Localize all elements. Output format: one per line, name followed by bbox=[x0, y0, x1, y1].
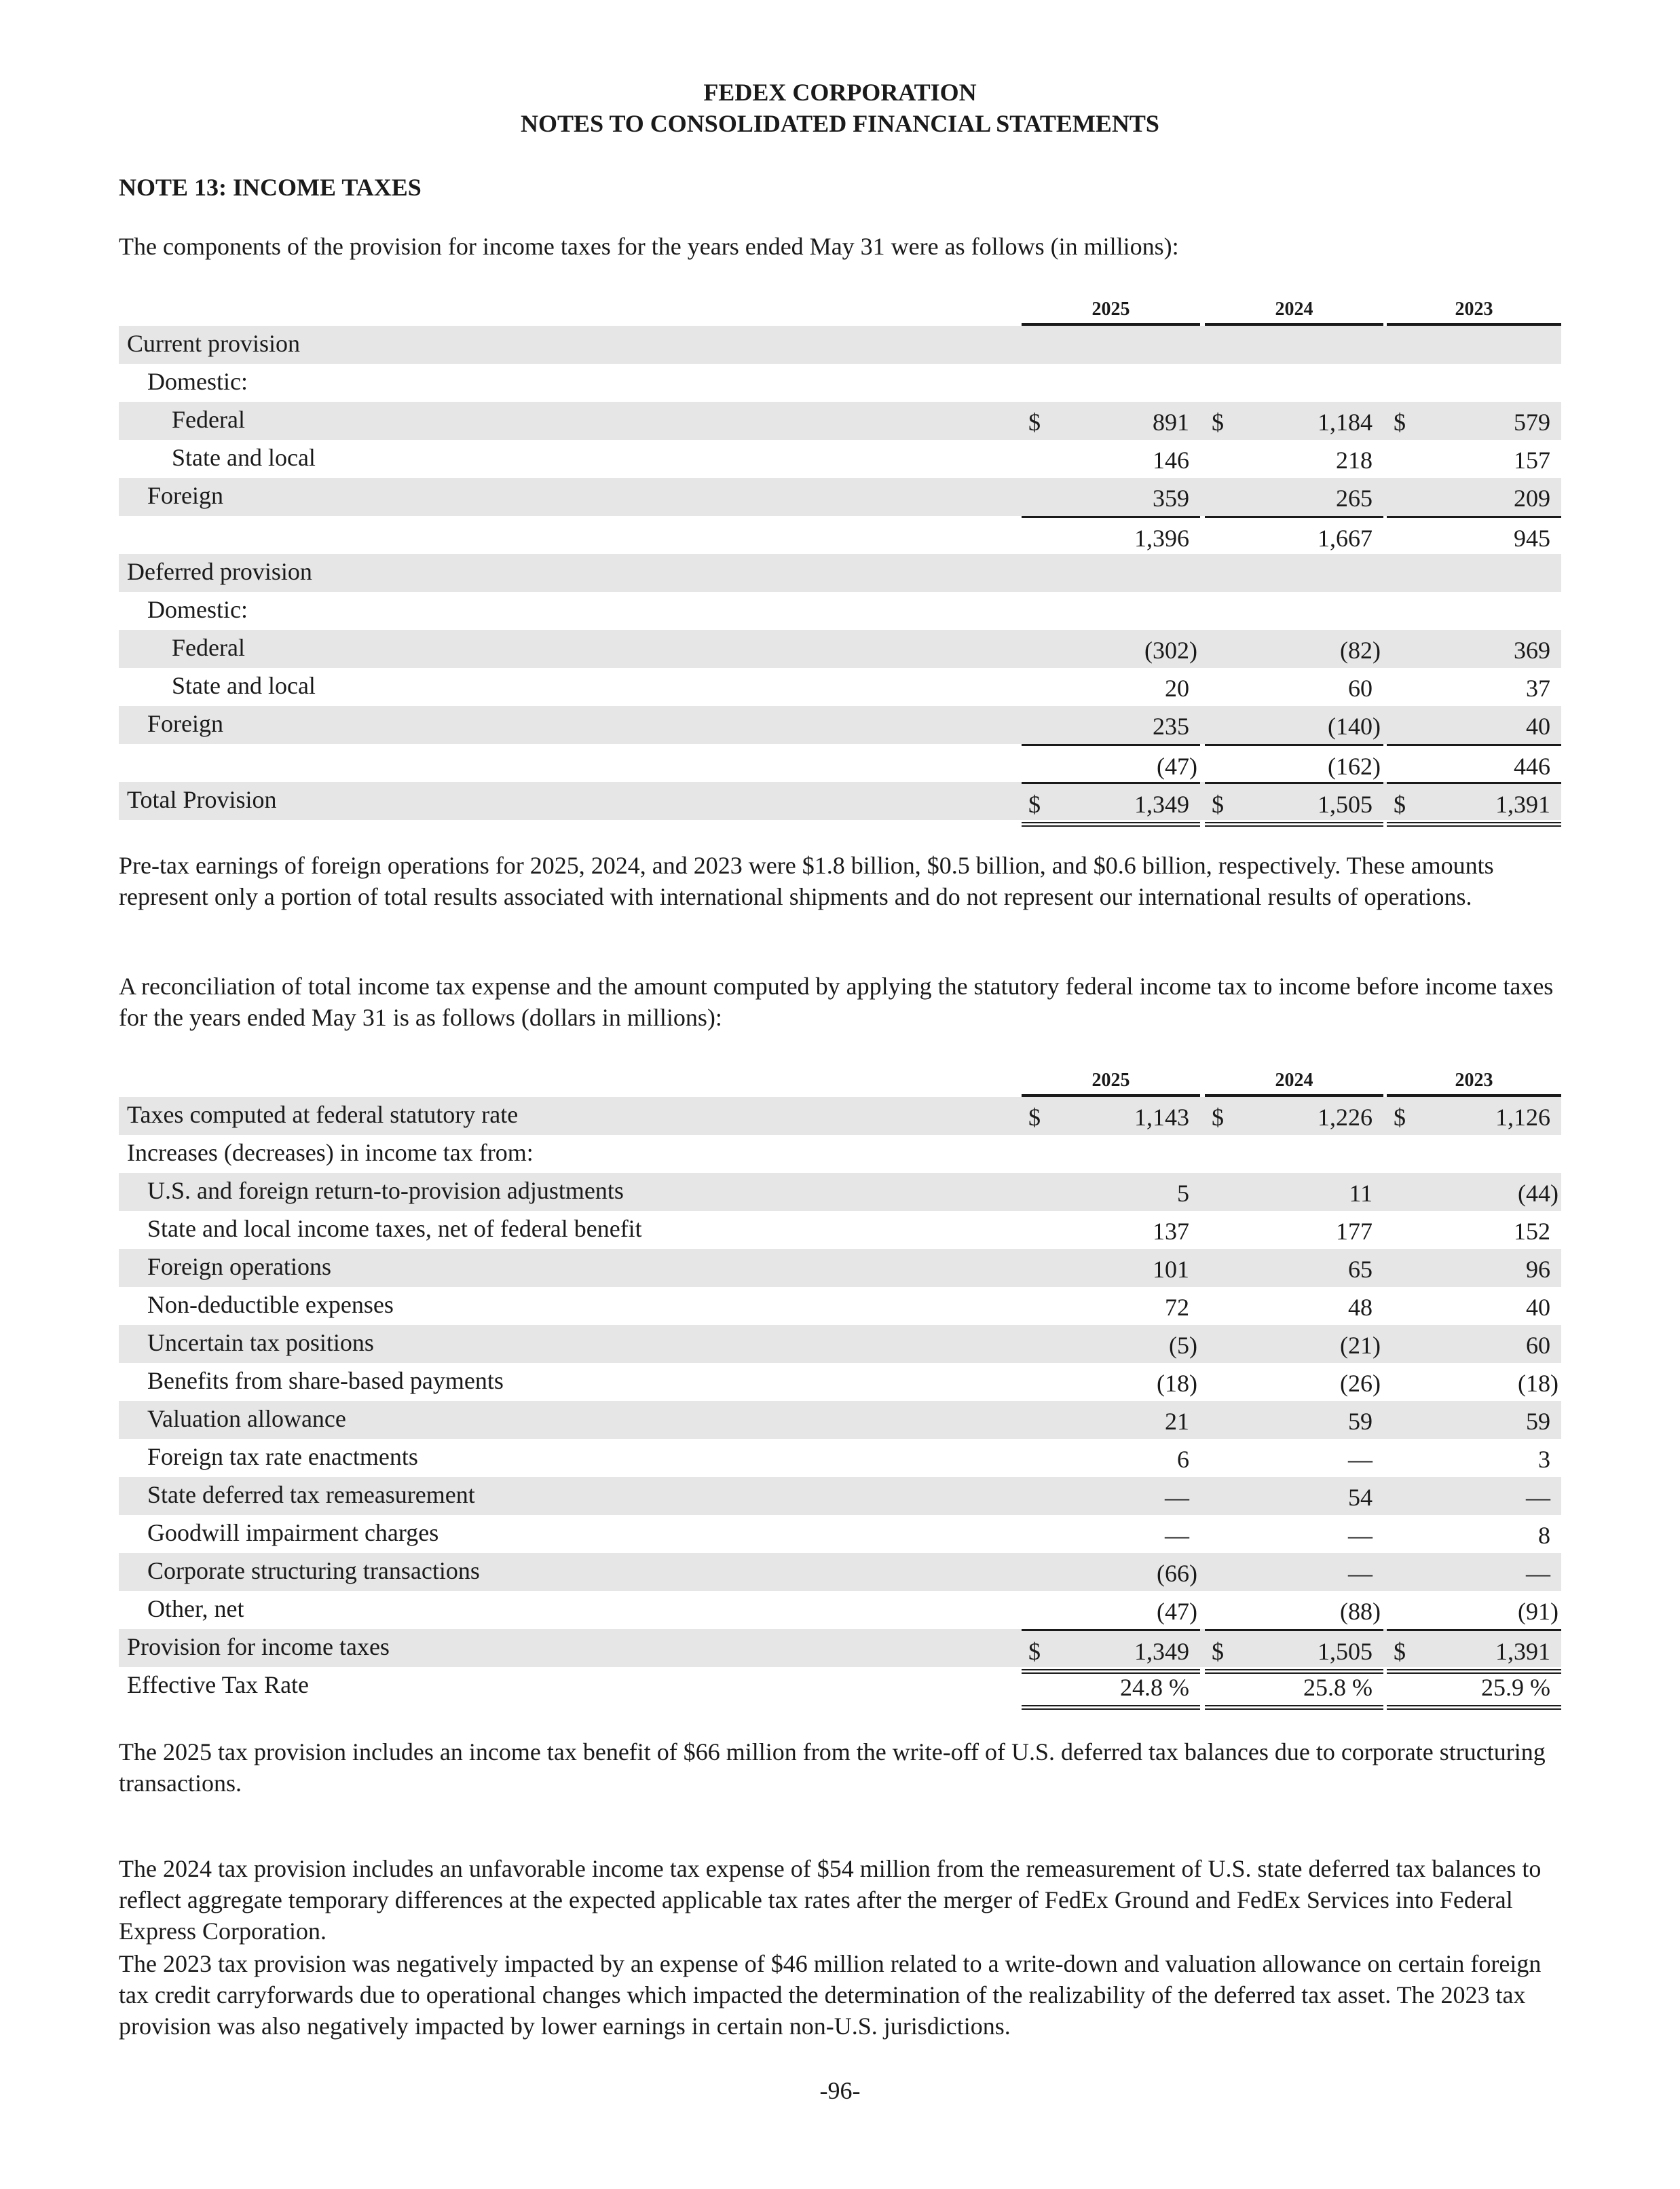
cell-value: 20 bbox=[1165, 675, 1189, 702]
year-header-2023: 2023 bbox=[1387, 1070, 1561, 1097]
cell-value: 945 bbox=[1514, 525, 1550, 552]
value-cell-2024 bbox=[1205, 516, 1383, 556]
table-row bbox=[119, 1401, 1561, 1439]
cell-value: 96 bbox=[1526, 1256, 1550, 1283]
cell-value: 1,391 bbox=[1495, 791, 1550, 818]
note-2024-paragraph: The 2024 tax provision includes an unfavorable income tax expense of $54 million from the remeasurement of U.S. state deferred tax balances to reflect aggregate temporary differences at the expected applicable tax rates after the merger of FedEx Ground and FedEx Services into Federal Express Corporation. bbox=[119, 1855, 1542, 1945]
cell-value: 1,126 bbox=[1495, 1104, 1550, 1131]
value-cell-2023 bbox=[1387, 1173, 1561, 1211]
cell-value: 359 bbox=[1153, 485, 1189, 512]
cell-value: 11 bbox=[1349, 1180, 1373, 1207]
value-cell-2024 bbox=[1205, 402, 1383, 440]
cell-value: 1,667 bbox=[1318, 525, 1373, 552]
value-cell-2023 bbox=[1387, 668, 1561, 706]
cell-value: 157 bbox=[1514, 447, 1550, 474]
cell-value: 1,505 bbox=[1318, 1638, 1373, 1665]
table-row bbox=[119, 440, 1561, 478]
cell-value: — bbox=[1348, 1560, 1373, 1587]
cell-value: 25.9 % bbox=[1481, 1674, 1550, 1701]
cell-value: (18) bbox=[1518, 1370, 1558, 1397]
cell-value: 146 bbox=[1153, 447, 1189, 474]
table-row bbox=[119, 1249, 1561, 1287]
row-label: Other, net bbox=[147, 1595, 244, 1622]
row-label: Increases (decreases) in income tax from: bbox=[127, 1139, 534, 1166]
cell-value: 177 bbox=[1336, 1218, 1373, 1245]
currency-symbol: $ bbox=[1394, 791, 1406, 818]
cell-value: (140) bbox=[1328, 713, 1381, 740]
currency-symbol: $ bbox=[1028, 1104, 1041, 1131]
cell-value: 369 bbox=[1514, 637, 1550, 664]
currency-symbol: $ bbox=[1028, 791, 1041, 818]
value-cell-2025 bbox=[1022, 1667, 1200, 1710]
currency-symbol: $ bbox=[1028, 1638, 1041, 1665]
cell-value: 446 bbox=[1514, 753, 1550, 780]
table-row bbox=[119, 1287, 1561, 1325]
cell-value: 1,391 bbox=[1495, 1638, 1550, 1665]
value-cell-2023 bbox=[1387, 440, 1561, 478]
currency-symbol: $ bbox=[1212, 1104, 1224, 1131]
cell-value: 37 bbox=[1526, 675, 1550, 702]
cell-value: — bbox=[1348, 1446, 1373, 1473]
year-header-2025: 2025 bbox=[1022, 1070, 1200, 1097]
row-label: Deferred provision bbox=[127, 558, 312, 585]
value-cell-2024 bbox=[1205, 706, 1383, 744]
note-title: NOTE 13: INCOME TAXES bbox=[119, 174, 422, 201]
pretax-earnings-paragraph: Pre-tax earnings of foreign operations for 2025, 2024, and 2023 were $1.8 billion, $0.5 billion, and $0.6 billion, respectively. These amounts represent only a portion of total results associated with international shipments and do not represent our international results of operations. bbox=[119, 852, 1494, 910]
table-row bbox=[119, 1211, 1561, 1249]
value-cell-2023 bbox=[1387, 1097, 1561, 1135]
cell-value: 1,226 bbox=[1318, 1104, 1373, 1131]
cell-value: 1,184 bbox=[1318, 409, 1373, 436]
currency-symbol: $ bbox=[1212, 1638, 1224, 1665]
table-row bbox=[119, 1439, 1561, 1477]
row-label: Domestic: bbox=[147, 368, 248, 395]
table2-intro: A reconciliation of total income tax expense and the amount computed by applying the statutory federal income tax to income before income taxes for the years ended May 31 is as follows (dollars in millions): bbox=[119, 973, 1554, 1031]
value-cell-2024 bbox=[1205, 782, 1383, 827]
value-cell-2023 bbox=[1387, 1515, 1561, 1553]
cell-value: 54 bbox=[1348, 1484, 1373, 1511]
value-cell-2023 bbox=[1387, 744, 1561, 784]
cell-value: 101 bbox=[1153, 1256, 1189, 1283]
note-2025-paragraph: The 2025 tax provision includes an income tax benefit of $66 million from the write-off of U.S. deferred tax balances due to corporate structuring transactions. bbox=[119, 1738, 1546, 1797]
cell-value: 891 bbox=[1153, 409, 1189, 436]
row-label: Non-deductible expenses bbox=[147, 1291, 394, 1318]
value-cell-2024 bbox=[1205, 1439, 1383, 1477]
value-cell-2023 bbox=[1387, 1477, 1561, 1515]
cell-value: (47) bbox=[1157, 753, 1197, 780]
cell-value: 40 bbox=[1526, 713, 1550, 740]
table-row bbox=[119, 554, 1561, 592]
value-cell-2025 bbox=[1022, 1401, 1200, 1439]
cell-value: (18) bbox=[1157, 1370, 1197, 1397]
value-cell-2023 bbox=[1387, 706, 1561, 744]
table-row bbox=[119, 782, 1561, 820]
table-row bbox=[119, 668, 1561, 706]
cell-value: 8 bbox=[1538, 1522, 1550, 1549]
value-cell-2025 bbox=[1022, 1591, 1200, 1629]
value-cell-2025 bbox=[1022, 1173, 1200, 1211]
value-cell-2025 bbox=[1022, 1325, 1200, 1363]
value-cell-2025 bbox=[1022, 706, 1200, 744]
cell-value: (162) bbox=[1328, 753, 1381, 780]
value-cell-2024 bbox=[1205, 1363, 1383, 1401]
value-cell-2024 bbox=[1205, 1515, 1383, 1553]
cell-value: 3 bbox=[1538, 1446, 1550, 1473]
cell-value: 1,349 bbox=[1134, 1638, 1189, 1665]
value-cell-2023 bbox=[1387, 1249, 1561, 1287]
row-label: Effective Tax Rate bbox=[127, 1671, 310, 1698]
row-label: Goodwill impairment charges bbox=[147, 1519, 439, 1546]
cell-value: 72 bbox=[1165, 1294, 1189, 1321]
cell-value: 65 bbox=[1348, 1256, 1373, 1283]
row-label: U.S. and foreign return-to-provision adjustments bbox=[147, 1177, 624, 1204]
table-row bbox=[119, 364, 1561, 402]
table-row bbox=[119, 630, 1561, 668]
cell-value: 59 bbox=[1526, 1408, 1550, 1435]
year-header-2024: 2024 bbox=[1205, 1070, 1383, 1097]
value-cell-2024 bbox=[1205, 1667, 1383, 1710]
value-cell-2023 bbox=[1387, 1325, 1561, 1363]
value-cell-2023 bbox=[1387, 1211, 1561, 1249]
value-cell-2025 bbox=[1022, 1515, 1200, 1553]
value-cell-2025 bbox=[1022, 1477, 1200, 1515]
table-row bbox=[119, 1667, 1561, 1705]
value-cell-2024 bbox=[1205, 630, 1383, 668]
value-cell-2024 bbox=[1205, 744, 1383, 784]
value-cell-2023 bbox=[1387, 1287, 1561, 1325]
cell-value: — bbox=[1348, 1522, 1373, 1549]
row-label: Foreign bbox=[147, 482, 223, 509]
row-label: State and local income taxes, net of federal benefit bbox=[147, 1215, 642, 1242]
table-row bbox=[119, 1325, 1561, 1363]
value-cell-2025 bbox=[1022, 1439, 1200, 1477]
cell-value: — bbox=[1526, 1484, 1550, 1511]
value-cell-2025 bbox=[1022, 668, 1200, 706]
page-number: -96- bbox=[819, 2077, 861, 2104]
cell-value: 6 bbox=[1177, 1446, 1189, 1473]
cell-value: (88) bbox=[1340, 1598, 1381, 1625]
cell-value: 60 bbox=[1348, 675, 1373, 702]
value-cell-2025 bbox=[1022, 744, 1200, 784]
row-label: Foreign operations bbox=[147, 1253, 331, 1280]
company-name: FEDEX CORPORATION bbox=[703, 79, 977, 106]
value-cell-2024 bbox=[1205, 1173, 1383, 1211]
value-cell-2024 bbox=[1205, 1591, 1383, 1629]
table-row bbox=[119, 1363, 1561, 1401]
table-row bbox=[119, 1135, 1561, 1173]
table1-intro: The components of the provision for income taxes for the years ended May 31 were as follows (in millions): bbox=[119, 233, 1179, 260]
value-cell-2023 bbox=[1387, 1439, 1561, 1477]
currency-symbol: $ bbox=[1028, 409, 1041, 436]
cell-value: (82) bbox=[1340, 637, 1381, 664]
table-row bbox=[119, 706, 1561, 744]
value-cell-2024 bbox=[1205, 1553, 1383, 1591]
currency-symbol: $ bbox=[1212, 791, 1224, 818]
table-row bbox=[119, 592, 1561, 630]
value-cell-2023 bbox=[1387, 516, 1561, 556]
currency-symbol: $ bbox=[1394, 409, 1406, 436]
cell-value: (21) bbox=[1340, 1332, 1381, 1359]
cell-value: 40 bbox=[1526, 1294, 1550, 1321]
cell-value: 1,396 bbox=[1134, 525, 1189, 552]
table-row bbox=[119, 1591, 1561, 1629]
value-cell-2023 bbox=[1387, 1667, 1561, 1710]
year-header-2025: 2025 bbox=[1022, 299, 1200, 326]
value-cell-2024 bbox=[1205, 1287, 1383, 1325]
value-cell-2023 bbox=[1387, 1401, 1561, 1439]
value-cell-2024 bbox=[1205, 1097, 1383, 1135]
row-label: State and local bbox=[172, 672, 316, 699]
value-cell-2024 bbox=[1205, 440, 1383, 478]
table-row bbox=[119, 1553, 1561, 1591]
cell-value: (91) bbox=[1518, 1598, 1558, 1625]
table-row bbox=[119, 1097, 1561, 1135]
cell-value: 60 bbox=[1526, 1332, 1550, 1359]
value-cell-2025 bbox=[1022, 1097, 1200, 1135]
cell-value: — bbox=[1526, 1560, 1550, 1587]
row-label: Total Provision bbox=[127, 786, 277, 813]
row-label: Uncertain tax positions bbox=[147, 1329, 374, 1356]
value-cell-2024 bbox=[1205, 1401, 1383, 1439]
row-label: Provision for income taxes bbox=[127, 1633, 390, 1660]
cell-value: (47) bbox=[1157, 1598, 1197, 1625]
table-row bbox=[119, 516, 1561, 554]
table-row bbox=[119, 1173, 1561, 1211]
value-cell-2024 bbox=[1205, 668, 1383, 706]
row-label: Foreign tax rate enactments bbox=[147, 1443, 418, 1470]
cell-value: 59 bbox=[1348, 1408, 1373, 1435]
cell-value: (44) bbox=[1518, 1180, 1558, 1207]
table-row bbox=[119, 1515, 1561, 1553]
value-cell-2024 bbox=[1205, 1325, 1383, 1363]
currency-symbol: $ bbox=[1394, 1104, 1406, 1131]
row-label: State and local bbox=[172, 444, 316, 471]
cell-value: 5 bbox=[1177, 1180, 1189, 1207]
row-label: Federal bbox=[172, 406, 245, 433]
row-label: Domestic: bbox=[147, 596, 248, 623]
currency-symbol: $ bbox=[1394, 1638, 1406, 1665]
value-cell-2025 bbox=[1022, 440, 1200, 478]
cell-value: — bbox=[1165, 1484, 1189, 1511]
cell-value: 137 bbox=[1153, 1218, 1189, 1245]
cell-value: (26) bbox=[1340, 1370, 1381, 1397]
cell-value: 265 bbox=[1336, 485, 1373, 512]
row-label: State deferred tax remeasurement bbox=[147, 1481, 475, 1508]
row-label: Taxes computed at federal statutory rate bbox=[127, 1101, 519, 1128]
value-cell-2024 bbox=[1205, 1249, 1383, 1287]
cell-value: 579 bbox=[1514, 409, 1550, 436]
value-cell-2023 bbox=[1387, 1591, 1561, 1629]
row-label: Valuation allowance bbox=[147, 1405, 346, 1432]
value-cell-2024 bbox=[1205, 1477, 1383, 1515]
row-label: Federal bbox=[172, 634, 245, 661]
value-cell-2024 bbox=[1205, 1211, 1383, 1249]
table-row bbox=[119, 744, 1561, 782]
value-cell-2025 bbox=[1022, 782, 1200, 827]
value-cell-2023 bbox=[1387, 402, 1561, 440]
cell-value: 218 bbox=[1336, 447, 1373, 474]
value-cell-2023 bbox=[1387, 782, 1561, 827]
cell-value: 24.8 % bbox=[1120, 1674, 1189, 1701]
cell-value: — bbox=[1165, 1522, 1189, 1549]
table-row bbox=[119, 478, 1561, 516]
year-header-2024: 2024 bbox=[1205, 299, 1383, 326]
value-cell-2025 bbox=[1022, 1287, 1200, 1325]
cell-value: 1,505 bbox=[1318, 791, 1373, 818]
row-label: Benefits from share-based payments bbox=[147, 1367, 504, 1394]
cell-value: 25.8 % bbox=[1303, 1674, 1373, 1701]
value-cell-2025 bbox=[1022, 402, 1200, 440]
value-cell-2025 bbox=[1022, 1211, 1200, 1249]
value-cell-2025 bbox=[1022, 1553, 1200, 1591]
year-header-2023: 2023 bbox=[1387, 299, 1561, 326]
value-cell-2025 bbox=[1022, 478, 1200, 516]
value-cell-2023 bbox=[1387, 630, 1561, 668]
value-cell-2025 bbox=[1022, 1363, 1200, 1401]
cell-value: 1,143 bbox=[1134, 1104, 1189, 1131]
cell-value: 1,349 bbox=[1134, 791, 1189, 818]
note-2023-paragraph: The 2023 tax provision was negatively impacted by an expense of $46 million related to a write-down and valuation allowance on certain foreign tax credit carryforwards due to operational changes which impacted the determination of the realizability of the deferred tax asset. The 2023 tax provision was also negatively impacted by lower earnings in certain non-U.S. jurisdictions. bbox=[119, 1950, 1542, 2040]
value-cell-2024 bbox=[1205, 478, 1383, 516]
cell-value: 235 bbox=[1153, 713, 1189, 740]
table-row bbox=[119, 1477, 1561, 1515]
table-row bbox=[119, 326, 1561, 364]
cell-value: 209 bbox=[1514, 485, 1550, 512]
cell-value: 48 bbox=[1348, 1294, 1373, 1321]
cell-value: (5) bbox=[1169, 1332, 1197, 1359]
value-cell-2025 bbox=[1022, 1249, 1200, 1287]
table-row bbox=[119, 402, 1561, 440]
cell-value: 21 bbox=[1165, 1408, 1189, 1435]
cell-value: (66) bbox=[1157, 1560, 1197, 1587]
table-row bbox=[119, 1629, 1561, 1667]
cell-value: 152 bbox=[1514, 1218, 1550, 1245]
row-label: Current provision bbox=[127, 330, 300, 357]
value-cell-2025 bbox=[1022, 516, 1200, 556]
value-cell-2023 bbox=[1387, 1553, 1561, 1591]
value-cell-2023 bbox=[1387, 1363, 1561, 1401]
currency-symbol: $ bbox=[1212, 409, 1224, 436]
row-label: Foreign bbox=[147, 710, 223, 737]
value-cell-2023 bbox=[1387, 478, 1561, 516]
row-label: Corporate structuring transactions bbox=[147, 1557, 480, 1584]
value-cell-2025 bbox=[1022, 630, 1200, 668]
cell-value: (302) bbox=[1144, 637, 1197, 664]
document-subtitle: NOTES TO CONSOLIDATED FINANCIAL STATEMENTS bbox=[521, 110, 1159, 137]
